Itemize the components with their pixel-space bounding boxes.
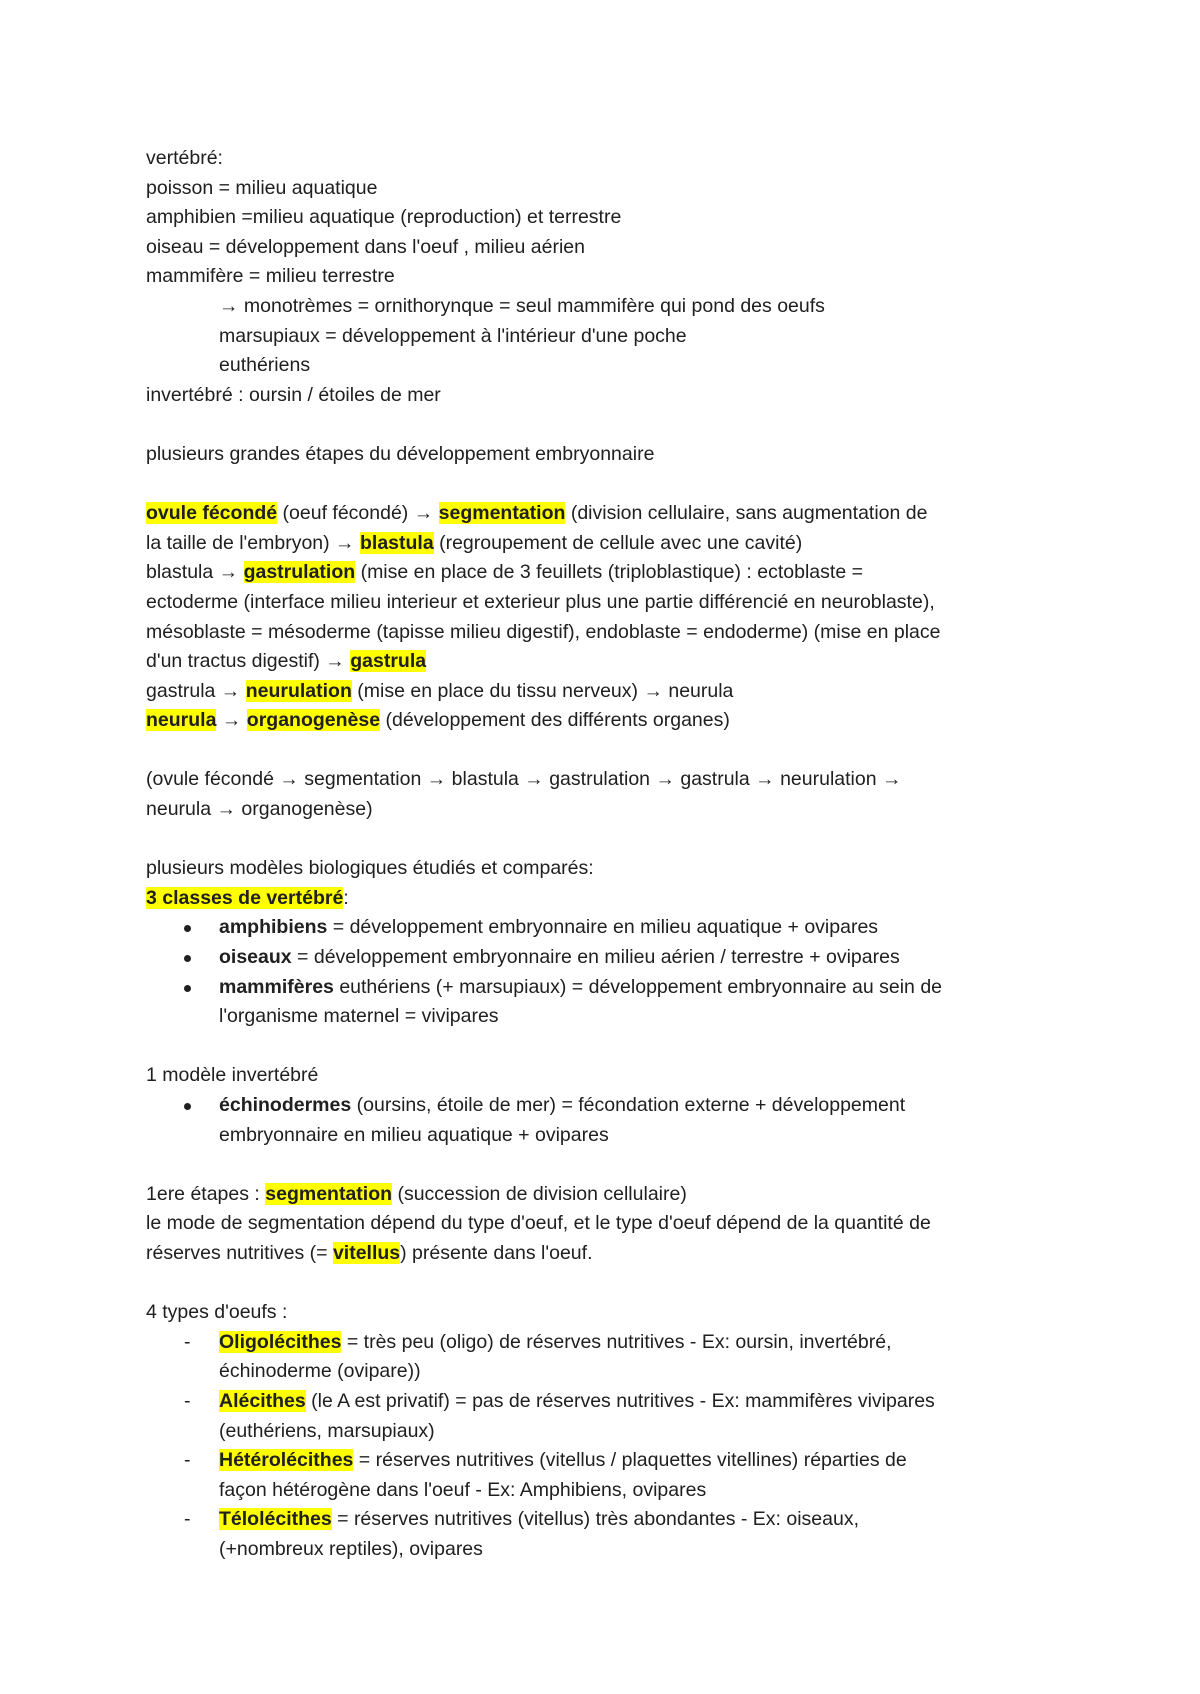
invertebrate-title: 1 modèle invertébré [146,1064,319,1087]
types-title: 4 types d'oeufs : [146,1301,288,1324]
highlight-term: neurula [146,709,217,732]
dash-icon: - [184,1389,191,1412]
list-item: - Télolécithes = réserves nutritives (vitellus) très abondantes - Ex: oiseaux, (+nombreux reptiles), ovipares [146,1505,1066,1564]
spacer [146,736,1066,766]
list-item: - Oligolécithes = très peu (oligo) de réserves nutritives - Ex: oursin, invertébré, échinoderme (ovipare)) [146,1328,1066,1387]
spacer [146,1150,1066,1180]
intro-line: poisson = milieu aquatique [146,176,378,199]
intro-line: mammifère = milieu terrestre [146,265,395,288]
summary-line: (ovule fécondé → segmentation → blastula → gastrulation → gastrula → neurulation → [146,768,902,791]
models-intro: plusieurs modèles biologiques étudiés et comparés: [146,857,594,880]
spacer [146,825,1066,855]
spacer [146,470,1066,500]
highlight-term: blastula [359,531,434,554]
paragraph-line: gastrula → neurulation (mise en place du tissu nerveux) → neurula [146,679,734,702]
highlight-term: segmentation [438,502,566,525]
paragraph-line: la taille de l'embryon) → blastula (regroupement de cellule avec une cavité) [146,531,803,554]
list-item: amphibiens = développement embryonnaire en milieu aquatique + ovipares [146,913,1066,943]
vertebrate-list [146,913,1066,1031]
intro-line: marsupiaux = développement à l'intérieur d'une poche [219,324,687,347]
paragraph-line: blastula → gastrulation (mise en place de 3 feuillets (triploblastique) : ectoblaste = [146,561,863,584]
highlight-term: vitellus [332,1241,401,1264]
intro-line: vertébré: [146,147,223,169]
intro-line: oiseau = développement dans l'oeuf , milieu aérien [146,235,585,258]
intro-line: invertébré : oursin / étoiles de mer [146,383,441,406]
highlight-term: ovule fécondé [146,502,278,525]
paragraph-line: ectoderme (interface milieu interieur et exterieur plus une partie différencié en neuroblaste), [146,590,935,613]
highlight-term: Télolécithes [219,1508,332,1531]
highlight-term: gastrula [350,650,427,673]
dash-icon: - [184,1330,191,1353]
highlight-term: organogenèse [246,709,381,732]
intro-line: euthériens [219,354,311,377]
highlight-term: gastrulation [243,561,356,584]
list-item: oiseaux = développement embryonnaire en milieu aérien / terrestre + ovipares [146,943,1066,973]
spacer [146,410,1066,440]
stages-title: plusieurs grandes étapes du développement embryonnaire [146,442,655,465]
paragraph-line: neurula → organogenèse (développement des différents organes) [146,709,730,732]
paragraph-line: mésoblaste = mésoderme (tapisse milieu digestif), endoblaste = endoderme) (mise en place [146,620,941,643]
egg-types-list [146,1328,1066,1565]
list-item: - Alécithes (le A est privatif) = pas de réserves nutritives - Ex: mammifères vivipares (euthériens, marsupiaux) [146,1387,1066,1446]
bullet-icon [184,955,191,962]
dash-icon: - [184,1449,191,1472]
list-item: échinodermes (oursins, étoile de mer) = fécondation externe + développement embryonnaire en milieu aquatique + ovipares [146,1091,1066,1150]
summary-line: neurula → organogenèse) [146,798,373,821]
highlight-term: segmentation [265,1182,393,1205]
highlight-term: Oligolécithes [219,1330,342,1353]
highlight-term: 3 classes de vertébré [146,886,344,909]
paragraph-line: ovule fécondé (oeuf fécondé) → segmentation (division cellulaire, sans augmentation de [146,502,928,525]
spacer [146,1032,1066,1062]
bullet-icon [184,925,191,932]
highlight-term: Hétérolécithes [219,1449,354,1472]
intro-line: → monotrèmes = ornithorynque = seul mammifère qui pond des oeufs [219,294,825,317]
invertebrate-list [146,1091,1066,1150]
highlight-term: Alécithes [219,1389,306,1412]
paragraph-line: le mode de segmentation dépend du type d'oeuf, et le type d'oeuf dépend de la quantité de [146,1212,931,1235]
paragraph-line: réserves nutritives (= vitellus) présente dans l'oeuf. [146,1241,593,1264]
bullet-icon [184,985,191,992]
classes-heading: 3 classes de vertébré: [146,886,349,909]
intro-line: amphibien =milieu aquatique (reproduction) et terrestre [146,206,622,229]
list-item: - Hétérolécithes = réserves nutritives (vitellus / plaquettes vitellines) réparties de façon hétérogène dans l'oeuf - Ex: Amphibiens, ovipares [146,1446,1066,1505]
paragraph-line: d'un tractus digestif) → gastrula [146,650,427,673]
bullet-icon [184,1103,191,1110]
list-item: mammifères euthériens (+ marsupiaux) = développement embryonnaire au sein de l'organisme maternel = vivipares [146,973,1066,1032]
document-page [146,144,1066,1565]
spacer [146,1269,1066,1299]
highlight-term: neurulation [245,679,352,702]
dash-icon: - [184,1508,191,1531]
paragraph-line: 1ere étapes : segmentation (succession de division cellulaire) [146,1182,687,1205]
